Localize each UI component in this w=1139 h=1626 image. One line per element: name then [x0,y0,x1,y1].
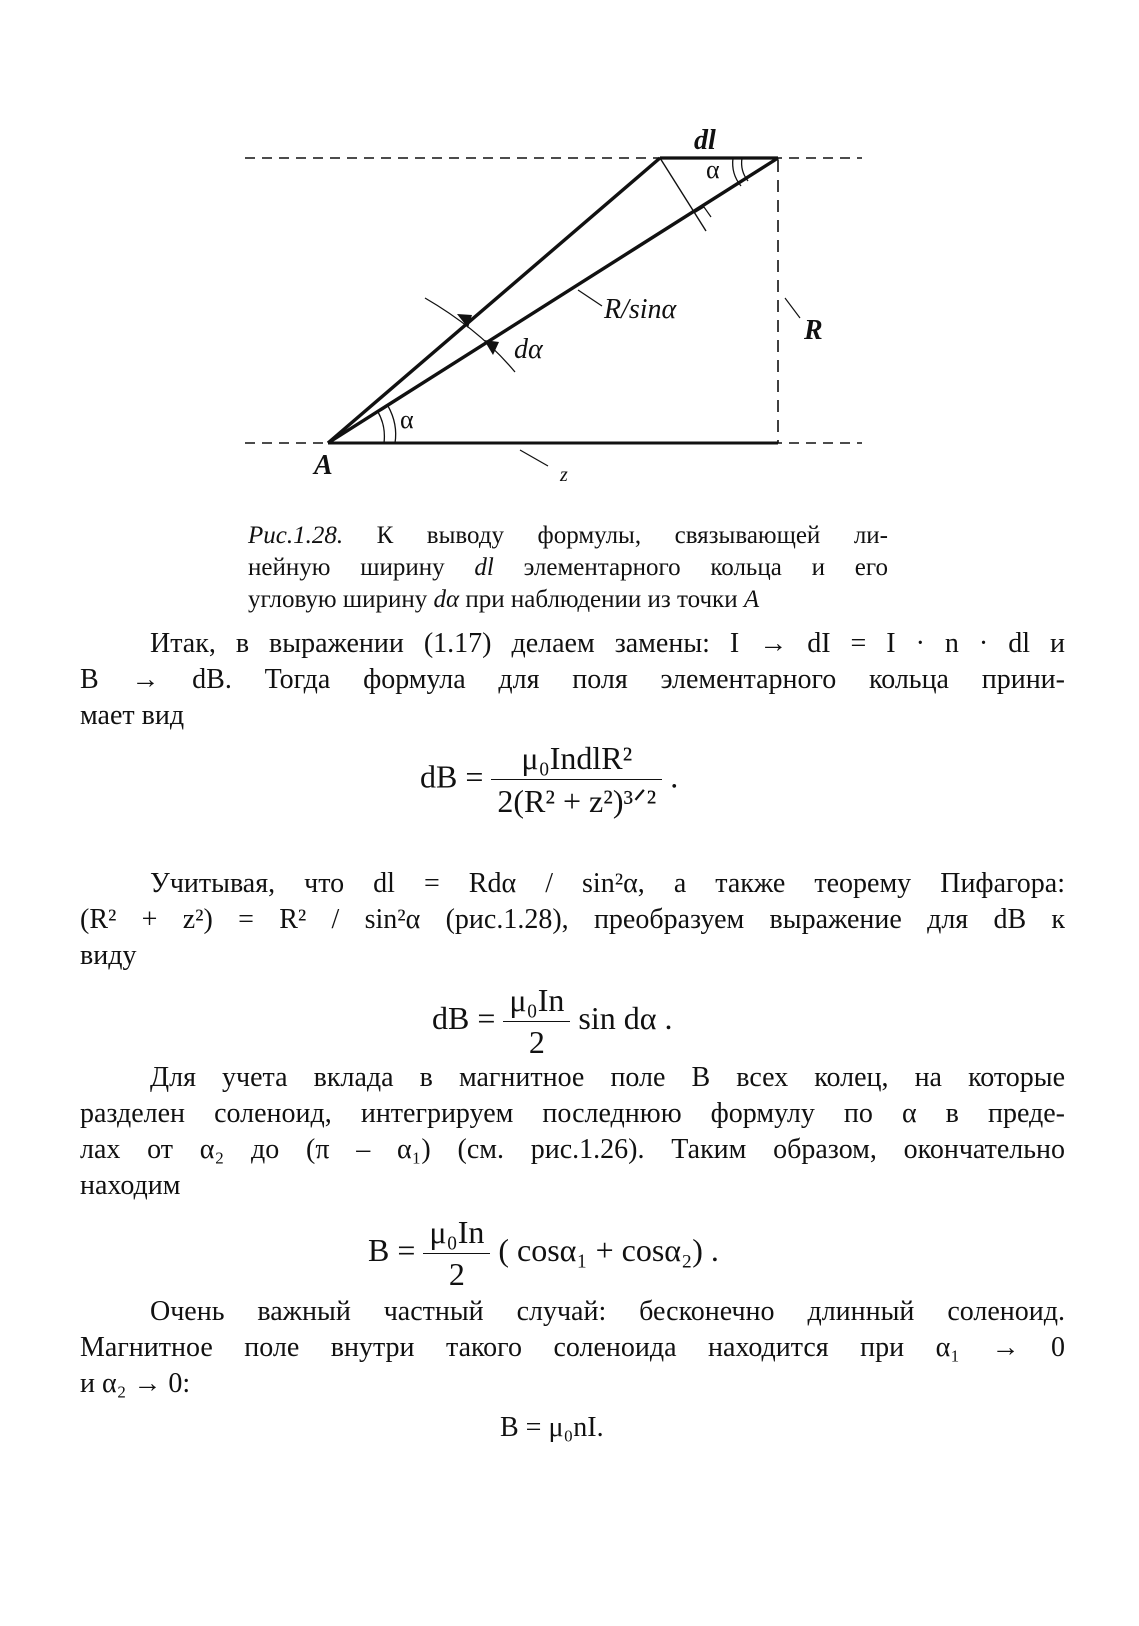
para3-line-4: находим [80,1170,181,1201]
caption-number: Рис.1.28. [248,522,344,549]
para3-line-1: Для учета вклада в магнитное поле B всех колец, на которые [150,1062,1065,1093]
formula2-denominator: 2 [528,1024,545,1060]
para2-line-3: виду [80,940,137,971]
caption-line-3-pre: угловую ширину [248,586,434,613]
paragraph-3 [80,1060,1065,1204]
angle-arc-A-2 [388,406,396,443]
caption-var-dalpha: dα [433,586,460,613]
formula3-numerator: μ₀In [423,1214,490,1254]
label-alpha-top: α [706,155,720,184]
caption-line-1-text: К выводу формулы, связывающей ли- [376,522,888,549]
paragraph-4 [80,1294,1065,1402]
caption-line-2 [248,552,888,584]
para2-line-1: Учитывая, что dl = Rdα / sin²α, а также теорему Пифагора: [150,868,1065,899]
formula1-tail: . [670,758,679,795]
formula2-fraction [503,982,570,1061]
ray-lower [328,158,778,443]
label-A: A [314,450,333,481]
para1-line-1: Итак, в выражении (1.17) делаем замены: I → dI = I · n · dl и [150,628,1065,659]
formula2-numerator: μ₀In [503,982,570,1022]
formula4-text: B = μ₀nI. [500,1412,604,1443]
angle-arc-A-1 [378,412,384,443]
formula1-numerator: μ₀IndlR² [491,740,662,780]
label-dalpha: dα [514,334,543,365]
formula3-fraction [423,1214,490,1293]
paragraph-1 [80,626,1065,734]
label-z: z [560,464,568,486]
figure-caption [248,520,888,616]
caption-line-2-post: элементарного кольца и его [493,554,888,581]
formula-B-infinite [500,1412,604,1444]
caption-line-3 [248,584,888,616]
formula2-lhs: dB = [432,999,496,1036]
leader-z [520,450,548,466]
label-alpha-bottom: α [400,405,414,434]
caption-line-2-pre: нейную ширину [248,554,475,581]
label-dl: dl [694,125,716,156]
para4-line-1: Очень важный частный случай: бесконечно длинный соленоид. [150,1296,1065,1327]
caption-var-dl: dl [474,554,494,581]
formula3-rhs: ( cosα₁ + cosα₂) . [498,1231,719,1268]
leader-R [785,298,800,318]
para1-line-3: мает вид [80,700,185,731]
caption-line-1 [248,520,888,552]
formula-B-solenoid [368,1214,719,1293]
formula3-denominator: 2 [448,1256,465,1292]
caption-var-A: A [743,586,760,613]
label-R-over-sin: R/sinα [604,294,677,325]
formula-dB-simplified [432,982,672,1061]
formula1-lhs: dB = [420,758,484,795]
label-R: R [804,315,823,346]
formula-dB-ring [420,740,678,820]
paragraph-2 [80,866,1065,974]
formula1-fraction [491,740,662,820]
formula2-rhs: sin dα . [578,999,673,1036]
formula1-denominator: 2(R² + z²)³ᐟ² [497,783,657,819]
para3-line-3: лах от α₂ до (π – α₁) (см. рис.1.26). Таким образом, окончательно [80,1134,1065,1165]
formula3-lhs: B = [368,1231,416,1268]
para4-line-2: Магнитное поле внутри такого соленоида находится при α₁ → 0 [80,1332,1065,1363]
para3-line-2: разделен соленоид, интегрируем последнюю формулу по α в преде- [80,1098,1065,1129]
figure-1-28 [0,0,1139,500]
para1-line-2: B → dB. Тогда формула для поля элементарного кольца прини- [80,664,1065,695]
caption-line-3-mid: при наблюдении из точки [459,586,744,613]
para4-line-3: и α₂ → 0: [80,1368,191,1399]
para2-line-2: (R² + z²) = R² / sin²α (рис.1.28), преобразуем выражение для dB к [80,904,1065,935]
leader-R-over-sin [578,290,602,306]
